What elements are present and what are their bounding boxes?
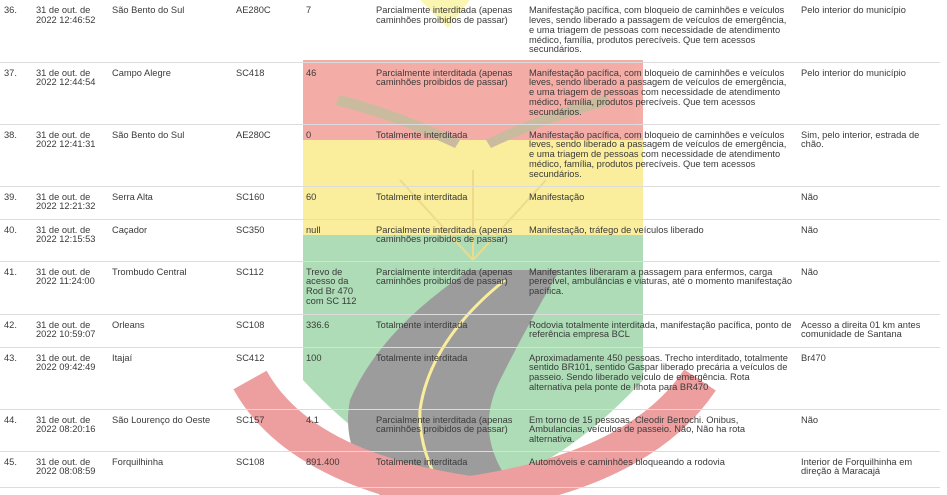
row-city: Serra Alta xyxy=(108,186,232,219)
row-status: Parcialmente interditada (apenas caminhões proibidos de passar) xyxy=(372,0,525,62)
row-highway: SC160 xyxy=(232,186,302,219)
row-km: null xyxy=(302,219,372,261)
row-alternative-route: Br470 xyxy=(797,347,940,409)
row-datetime: 31 de out. de 2022 12:21:32 xyxy=(32,186,108,219)
row-status: Totalmente interditada xyxy=(372,124,525,186)
row-datetime: 31 de out. de 2022 09:42:49 xyxy=(32,347,108,409)
row-city: São Bento do Sul xyxy=(108,0,232,62)
row-highway: SC350 xyxy=(232,219,302,261)
row-highway: SC157 xyxy=(232,409,302,451)
table-row xyxy=(0,314,940,347)
row-datetime: 31 de out. de 2022 12:44:54 xyxy=(32,62,108,124)
row-description: Aproximadamente 450 pessoas. Trecho interditado, totalmente sentido BR101, sentido Gaspar liberado precária a veículos de passeio. Sendo liberado veículo de emergência. Rota alternativa pela ponte de Ilhota para BR470 xyxy=(525,347,797,409)
table-row xyxy=(0,124,940,186)
row-description: Em torno de 15 pessoas. Cleodir Bertochi. Onibus, Ambulancias, veículos de passeio. Não, Não ha rota alternativa. xyxy=(525,409,797,451)
row-alternative-route: Não xyxy=(797,409,940,451)
row-city: São Bento do Sul xyxy=(108,124,232,186)
row-highway: SC418 xyxy=(232,62,302,124)
row-datetime: 31 de out. de 2022 08:08:59 xyxy=(32,451,108,487)
row-highway: SC108 xyxy=(232,451,302,487)
row-status: Totalmente interditada xyxy=(372,186,525,219)
row-number: 41. xyxy=(0,261,32,314)
row-highway: AE280C xyxy=(232,124,302,186)
row-km: 7 xyxy=(302,0,372,62)
row-status: Parcialmente interditada (apenas caminhões proibidos de passar) xyxy=(372,219,525,261)
row-city: São Lourenço do Oeste xyxy=(108,409,232,451)
row-datetime: 31 de out. de 2022 12:41:31 xyxy=(32,124,108,186)
row-description: Automóveis e caminhões bloqueando a rodovia xyxy=(525,451,797,487)
row-number: 39. xyxy=(0,186,32,219)
row-description: Rodovia totalmente interditada, manifestação pacífica, ponto de referência empresa BCL xyxy=(525,314,797,347)
row-km: 46 xyxy=(302,62,372,124)
row-highway: SC412 xyxy=(232,347,302,409)
row-alternative-route: Interior de Forquilhinha em direção à Maracajá xyxy=(797,451,940,487)
row-number: 43. xyxy=(0,347,32,409)
row-description: Manifestação, tráfego de veículos liberado xyxy=(525,219,797,261)
row-number: 38. xyxy=(0,124,32,186)
row-status: Totalmente interditada xyxy=(372,314,525,347)
row-description: Manifestantes liberaram a passagem para enfermos, carga perecível, ambulâncias e viaturas, até o momento manifestação pacífica. xyxy=(525,261,797,314)
row-description: Manifestação xyxy=(525,186,797,219)
row-highway: AE280C xyxy=(232,0,302,62)
row-number: 37. xyxy=(0,62,32,124)
row-status: Parcialmente interditada (apenas caminhões proibidos de passar) xyxy=(372,62,525,124)
row-city: Campo Alegre xyxy=(108,62,232,124)
row-alternative-route: Não xyxy=(797,186,940,219)
row-city: Caçador xyxy=(108,219,232,261)
row-highway: SC112 xyxy=(232,261,302,314)
row-number: 42. xyxy=(0,314,32,347)
row-alternative-route: Não xyxy=(797,261,940,314)
row-alternative-route: Pelo interior do município xyxy=(797,0,940,62)
table-row xyxy=(0,409,940,451)
row-number: 44. xyxy=(0,409,32,451)
row-km: 100 xyxy=(302,347,372,409)
row-km: 4.1 xyxy=(302,409,372,451)
table-row xyxy=(0,219,940,261)
row-number: 36. xyxy=(0,0,32,62)
row-alternative-route: Sim, pelo interior, estrada de chão. xyxy=(797,124,940,186)
row-number: 40. xyxy=(0,219,32,261)
row-status: Totalmente interditada xyxy=(372,451,525,487)
row-description: Manifestação pacífica, com bloqueio de caminhões e veículos leves, sendo liberado a passagem de veículos de emergência, e uma triagem de pessoas com necessidade de atendimento médico, família, produtos perecíveis. Que tem acessos secundários. xyxy=(525,0,797,62)
row-city: Orleans xyxy=(108,314,232,347)
table-row xyxy=(0,261,940,314)
row-highway: SC108 xyxy=(232,314,302,347)
table-row xyxy=(0,0,940,62)
row-km: 60 xyxy=(302,186,372,219)
row-datetime: 31 de out. de 2022 12:46:52 xyxy=(32,0,108,62)
row-km: 891.400 xyxy=(302,451,372,487)
row-km: 336.6 xyxy=(302,314,372,347)
row-datetime: 31 de out. de 2022 12:15:53 xyxy=(32,219,108,261)
row-description: Manifestação pacífica, com bloqueio de caminhões e veículos leves, sendo liberado a passagem de veículos de emergência, e uma triagem de pessoas com necessidade de atendimento médico, família, produtos perecíveis. Que tem acessos secundários. xyxy=(525,62,797,124)
table-row xyxy=(0,62,940,124)
row-km: Trevo de acesso da Rod Br 470 com SC 112 xyxy=(302,261,372,314)
row-number: 45. xyxy=(0,451,32,487)
table-row xyxy=(0,347,940,409)
row-km: 0 xyxy=(302,124,372,186)
row-status: Totalmente interditada xyxy=(372,347,525,409)
row-city: Itajaí xyxy=(108,347,232,409)
row-datetime: 31 de out. de 2022 08:20:16 xyxy=(32,409,108,451)
row-alternative-route: Acesso a direita 01 km antes comunidade de Santana xyxy=(797,314,940,347)
row-status: Parcialmente interditada (apenas caminhões proibidos de passar) xyxy=(372,409,525,451)
row-alternative-route: Não xyxy=(797,219,940,261)
table-row xyxy=(0,186,940,219)
row-datetime: 31 de out. de 2022 11:24:00 xyxy=(32,261,108,314)
row-description: Manifestação pacífica, com bloqueio de caminhões e veículos leves, sendo liberado a passagem de veículos de emergência, e uma triagem de pessoas com necessidade de atendimento médico, família, produtos perecíveis. Que tem acessos secundários. xyxy=(525,124,797,186)
table-row xyxy=(0,451,940,487)
row-city: Trombudo Central xyxy=(108,261,232,314)
row-alternative-route: Pelo interior do município xyxy=(797,62,940,124)
row-datetime: 31 de out. de 2022 10:59:07 xyxy=(32,314,108,347)
row-city: Forquilhinha xyxy=(108,451,232,487)
row-status: Parcialmente interditada (apenas caminhões proibidos de passar) xyxy=(372,261,525,314)
